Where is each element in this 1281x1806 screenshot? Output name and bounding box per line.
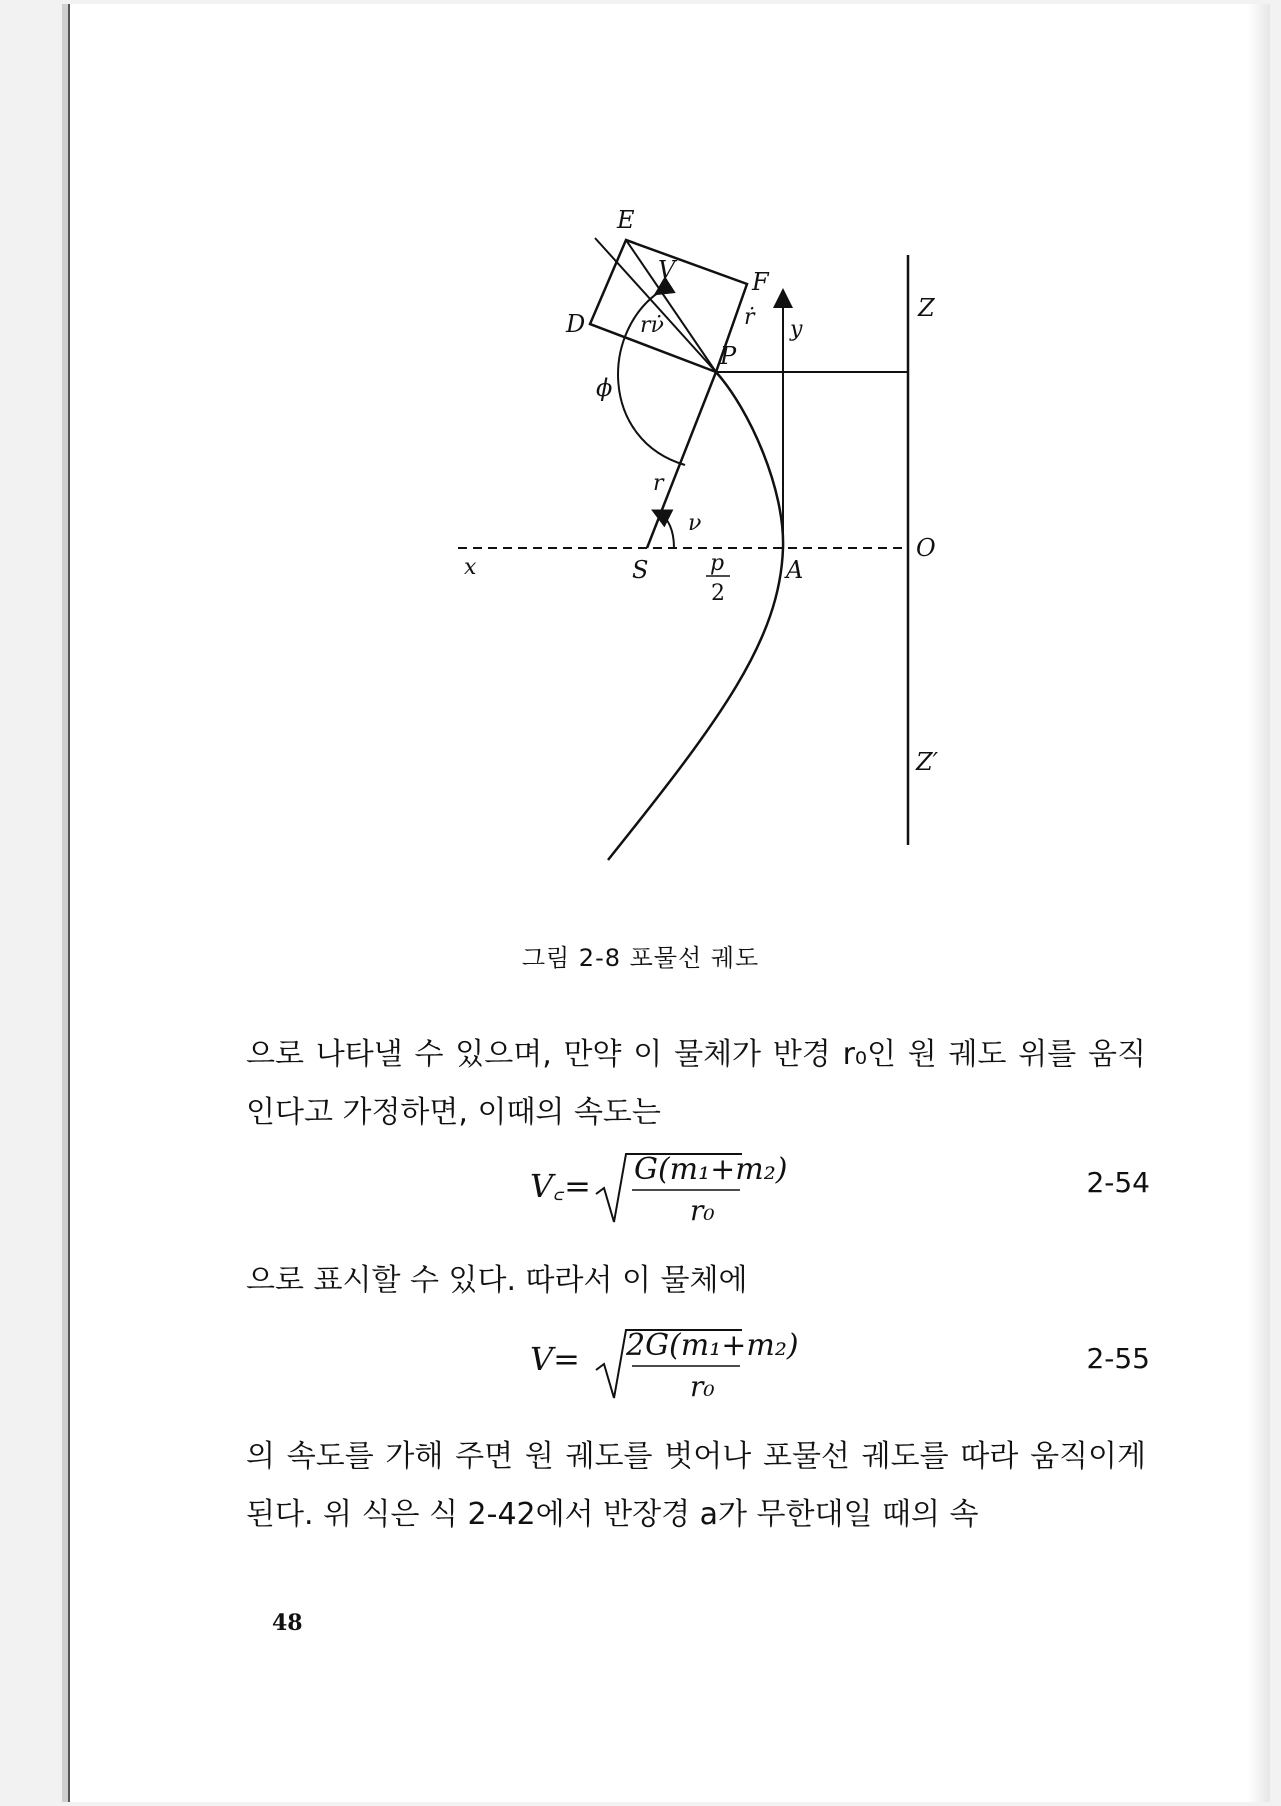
figure-caption: 그림 2-8 포물선 궤도 bbox=[521, 944, 760, 972]
label-p-over-2-denominator: 2 bbox=[711, 581, 725, 606]
label-r-dot: ṙ bbox=[744, 305, 755, 330]
label-x: x bbox=[464, 555, 477, 580]
page-edge-shadow bbox=[1248, 4, 1270, 1802]
label-d: D bbox=[566, 310, 586, 338]
equation-2-54 bbox=[530, 1150, 1150, 1230]
equation-lhs: V= bbox=[530, 1340, 580, 1378]
label-r-nu-dot: rν̇ bbox=[640, 313, 664, 338]
equation-lhs: V꜀= bbox=[530, 1167, 591, 1205]
label-p-over-2-numerator: p bbox=[710, 551, 725, 576]
radius-line-sp bbox=[647, 372, 716, 548]
label-nu: ν bbox=[688, 511, 702, 536]
label-phi: ϕ bbox=[596, 374, 613, 402]
equation-denominator: r₀ bbox=[690, 1194, 715, 1227]
parabola-curve bbox=[608, 372, 783, 860]
equation-2-55 bbox=[530, 1326, 1150, 1406]
body-paragraph-3: 의 속도를 가해 주면 원 궤도를 벗어나 포물선 궤도를 따라 움직이게 된다. 위 식은 식 2-42에서 반장경 a가 무한대일 때의 속 bbox=[246, 1439, 1146, 1532]
label-p: P bbox=[720, 342, 737, 370]
equation-number: 2-54 bbox=[1086, 1166, 1150, 1199]
equation-denominator: r₀ bbox=[690, 1370, 715, 1403]
tangent-line bbox=[595, 238, 716, 372]
label-a: A bbox=[786, 556, 804, 584]
label-f: F bbox=[752, 268, 769, 296]
page-number: 48 bbox=[272, 1610, 303, 1636]
label-r: r bbox=[653, 471, 664, 496]
label-v: V bbox=[658, 256, 676, 284]
label-e: E bbox=[617, 206, 635, 234]
label-z-prime: Z′ bbox=[916, 748, 939, 776]
book-binding bbox=[62, 4, 66, 1802]
equation-number: 2-55 bbox=[1086, 1342, 1150, 1375]
parabolic-orbit-diagram bbox=[450, 200, 970, 870]
equation-numerator: 2G(m₁+m₂) bbox=[626, 1328, 799, 1363]
label-y: y bbox=[790, 317, 803, 342]
label-z: Z bbox=[918, 294, 935, 322]
equation-numerator: G(m₁+m₂) bbox=[634, 1152, 788, 1187]
nu-angle-arc bbox=[660, 514, 674, 548]
body-paragraph-2: 으로 표시할 수 있다. 따라서 이 물체에 bbox=[246, 1263, 748, 1298]
body-paragraph-1: 으로 나타낼 수 있으며, 만약 이 물체가 반경 r₀인 원 궤도 위를 움직인다고 가정하면, 이때의 속도는 bbox=[246, 1037, 1146, 1130]
label-s: S bbox=[632, 556, 649, 584]
label-o: O bbox=[916, 534, 936, 562]
